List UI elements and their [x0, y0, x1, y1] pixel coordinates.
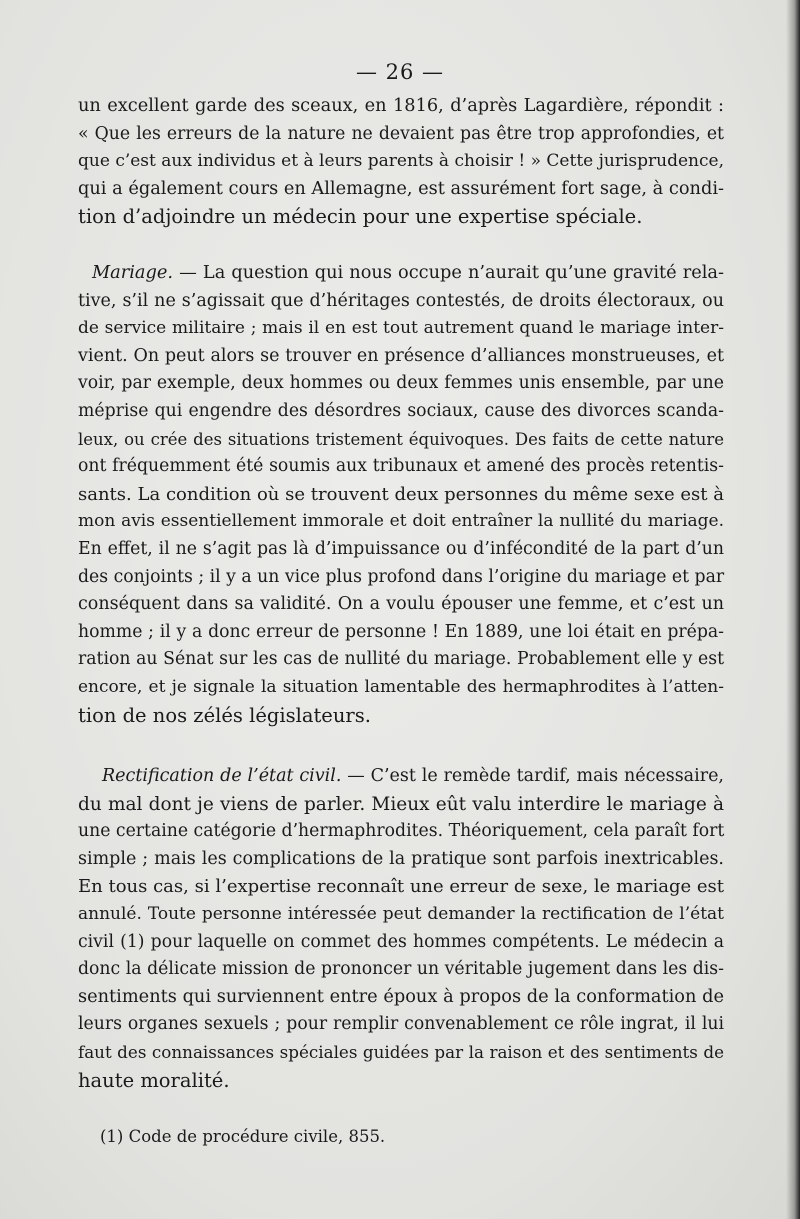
- text-line: vient. On peut alors se trouver en présence d’alliances monstrueuses, et: [78, 345, 724, 366]
- text-line: de service militaire ; mais il en est tout autrement quand le mariage inter-: [78, 318, 724, 339]
- section-heading-rectification: Rectification de l’état civil.: [102, 766, 342, 786]
- text-line: des conjoints ; il y a un vice plus profond dans l’origine du mariage et par: [78, 566, 725, 587]
- paragraph-mariage: [78, 260, 724, 729]
- text-line: qui a également cours en Allemagne, est assurément fort sage, à condi-: [78, 178, 724, 199]
- text-line: « Que les erreurs de la nature ne devaient pas être trop approfondies, et: [78, 123, 724, 144]
- text-line: ont fréquemment été soumis aux tribunaux et amené des procès retentis-: [78, 456, 724, 477]
- text-line: civil (1) pour laquelle on commet des hommes compétents. Le médecin a: [78, 931, 724, 952]
- text-line: mon avis essentiellement immorale et doit entraîner la nullité du mariage.: [78, 511, 724, 532]
- text-line: conséquent dans sa validité. On a voulu épouser une femme, et c’est un: [78, 594, 724, 615]
- text-line: haute moralité.: [78, 1068, 230, 1092]
- text-line: tion de nos zélés législateurs.: [78, 703, 371, 727]
- text-line: En effet, il ne s’agit pas là d’impuissance ou d’infécondité de la part d’un: [78, 538, 724, 559]
- text-line: En tous cas, si l’expertise reconnaît une erreur de sexe, le mariage est: [78, 876, 724, 898]
- text-line: faut des connaissances spéciales guidées par la raison et des sentiments de: [78, 1041, 724, 1062]
- text-line: sentiments qui surviennent entre époux à propos de la conformation de: [78, 986, 724, 1007]
- text-line: homme ; il y a donc erreur de personne ! En 1889, une loi était en prépa-: [78, 621, 724, 642]
- text-fragment: — La question qui nous occupe n’aurait qu’une gravité rela-: [173, 263, 724, 283]
- text-line: que c’est aux individus et à leurs parents à choisir ! » Cette jurisprudence,: [78, 151, 724, 172]
- text-line: sants. La condition où se trouvent deux personnes du même sexe est à: [78, 483, 724, 505]
- text-line: encore, et je signale la situation lamentable des hermaphrodites à l’atten-: [78, 676, 724, 697]
- section-heading-mariage: Mariage.: [92, 263, 174, 283]
- text-line: donc la délicate mission de prononcer un véritable jugement dans les dis-: [78, 959, 724, 980]
- text-line: [78, 260, 724, 288]
- text-line: du mal dont je viens de parler. Mieux eût valu interdire le mariage à: [78, 793, 724, 815]
- text-line: une certaine catégorie d’hermaphrodites. Théoriquement, cela paraît fort: [78, 821, 725, 842]
- footnote: (1) Code de procédure civile, 855.: [100, 1127, 386, 1146]
- page-number: — 26 —: [355, 60, 445, 84]
- text-line: méprise qui engendre des désordres sociaux, cause des divorces scanda-: [78, 400, 724, 421]
- paragraph-rectification: [78, 763, 724, 1094]
- text-line: voir, par exemple, deux hommes ou deux femmes unis ensemble, par une: [78, 373, 724, 394]
- text-fragment: — C’est le remède tardif, mais nécessaire,: [341, 766, 724, 786]
- text-line: ration au Sénat sur les cas de nullité du mariage. Probablement elle y est: [78, 649, 724, 670]
- text-line: leurs organes sexuels ; pour remplir convenablement ce rôle ingrat, il lui: [78, 1014, 724, 1035]
- page-edge-shadow: [786, 0, 800, 1219]
- text-line: leux, ou crée des situations tristement équivoques. Des faits de cette nature: [78, 429, 724, 449]
- text-line: simple ; mais les complications de la pratique sont parfois inextricables.: [78, 848, 724, 869]
- text-line: tion d’adjoindre un médecin pour une expertise spéciale.: [78, 205, 643, 229]
- text-line: [78, 763, 724, 791]
- text-line: tive, s’il ne s’agissait que d’héritages contestés, de droits électoraux, ou: [78, 290, 724, 311]
- text-line: annulé. Toute personne intéressée peut demander la rectification de l’état: [78, 903, 724, 924]
- text-line: un excellent garde des sceaux, en 1816, d’après Lagardière, répondit :: [78, 96, 724, 116]
- paragraph-1: [78, 93, 724, 231]
